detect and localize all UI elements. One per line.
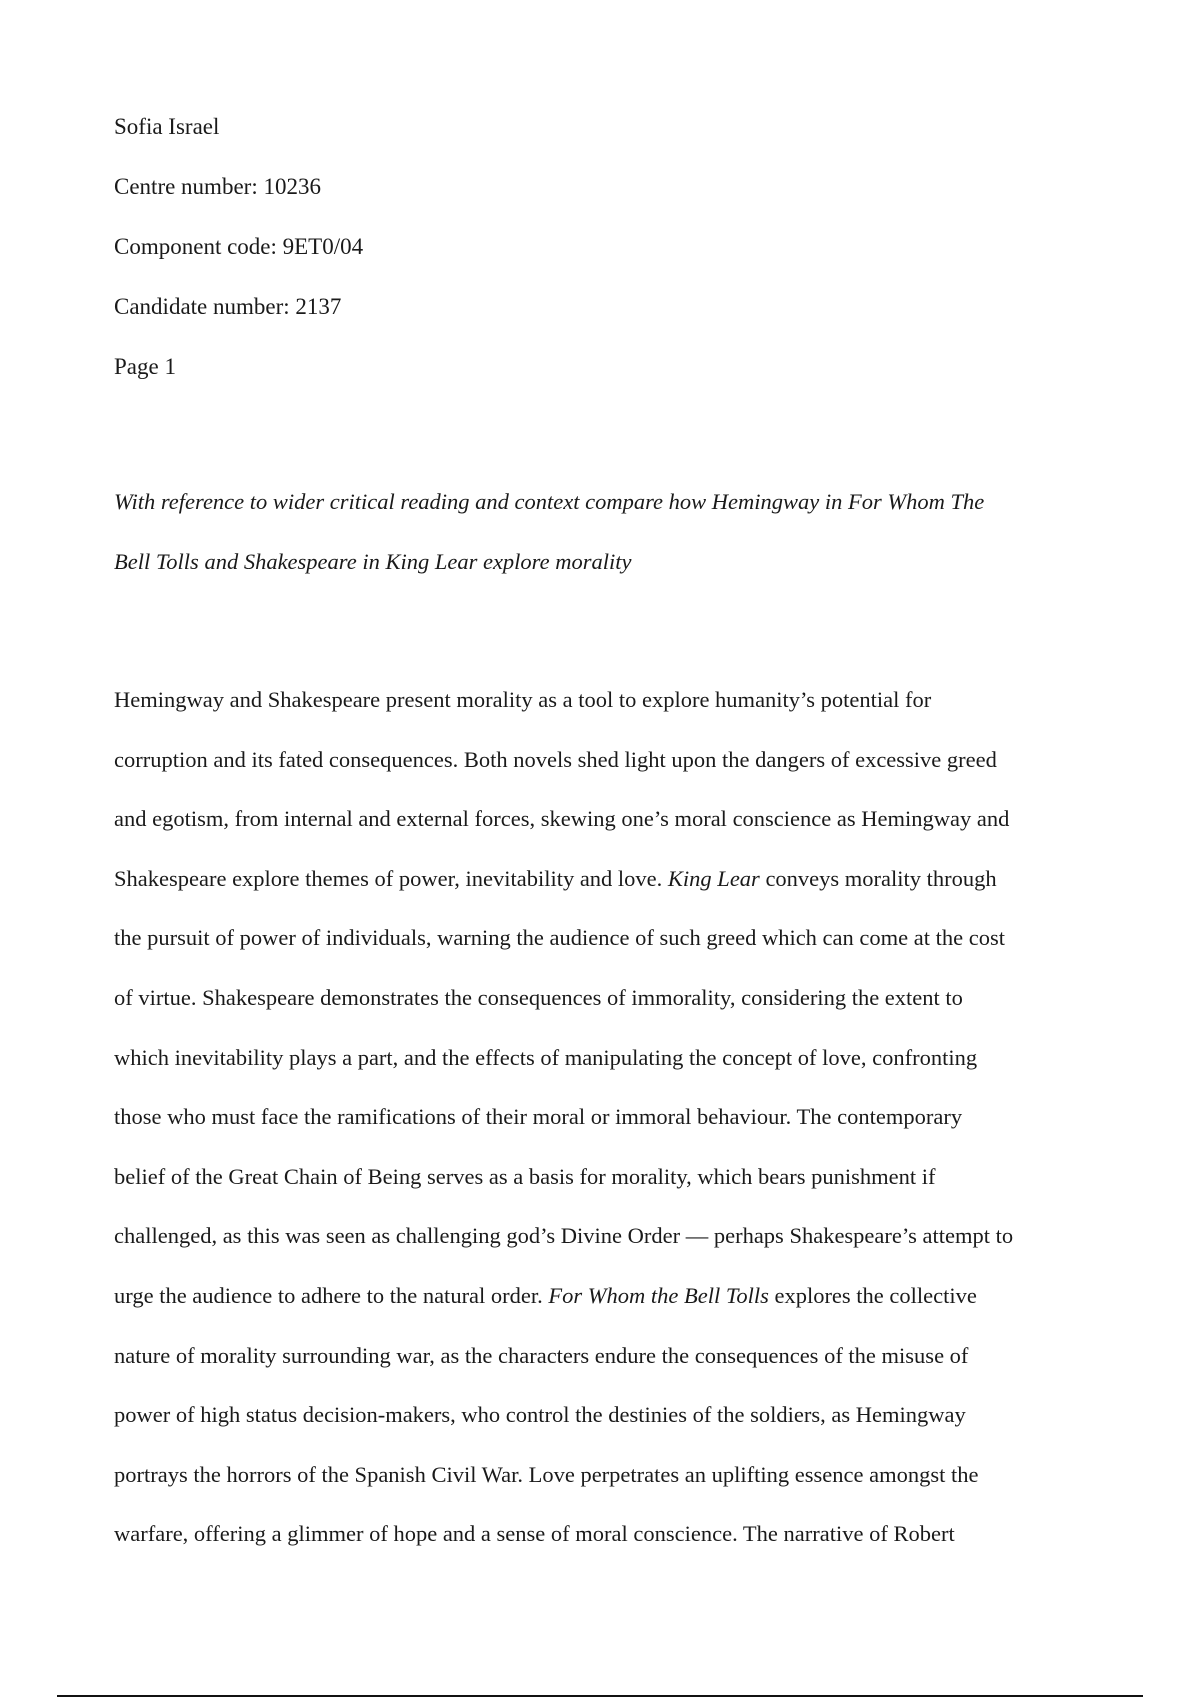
essay-line — [114, 1028, 1104, 1088]
essay-line — [114, 968, 1104, 1028]
student-name: Sofia Israel — [114, 114, 220, 139]
italic-title: For Whom the Bell Tolls — [548, 1282, 769, 1308]
essay-text: warfare, offering a glimmer of hope and a sense of moral conscience. The narrative of Robert — [114, 1521, 955, 1547]
question-line: With reference to wider critical reading and context compare how Hemingway in For Whom The — [114, 489, 985, 514]
essay-text: which inevitability plays a part, and the effects of manipulating the concept of love, confronting — [114, 1044, 978, 1070]
essay-line — [114, 908, 1104, 968]
essay-text: challenged, as this was seen as challenging god’s Divine Order — perhaps Shakespeare’s attempt to — [114, 1223, 1014, 1249]
essay-line — [114, 1206, 1104, 1266]
essay-line — [114, 1445, 1104, 1505]
essay-text: and egotism, from internal and external forces, skewing one’s moral conscience as Hemingway and — [114, 806, 1010, 832]
essay-text: corruption and its fated consequences. Both novels shed light upon the dangers of excessive greed — [114, 746, 997, 772]
essay-text: those who must face the ramifications of their moral or immoral behaviour. The contemporary — [114, 1104, 963, 1130]
essay-text: belief of the Great Chain of Being serves as a basis for morality, which bears punishment if — [114, 1163, 936, 1189]
italic-title: King Lear — [667, 865, 760, 891]
essay-text: conveys morality through — [759, 865, 997, 891]
essay-line — [114, 1326, 1104, 1386]
essay-text: nature of morality surrounding war, as the characters endure the consequences of the misuse of — [114, 1342, 969, 1368]
essay-line — [114, 1147, 1104, 1207]
essay-text: the pursuit of power of individuals, warning the audience of such greed which can come at the cost — [114, 925, 1005, 951]
candidate-number: Candidate number: 2137 — [114, 294, 342, 319]
page-bottom-rule — [57, 1695, 1143, 1697]
essay-line — [114, 730, 1104, 790]
page-number: Page 1 — [114, 354, 176, 379]
essay-text: Shakespeare explore themes of power, inevitability and love. — [114, 865, 668, 891]
essay-line — [114, 1266, 1104, 1326]
essay-line — [114, 670, 1104, 730]
candidate-header — [114, 112, 1114, 412]
essay-line — [114, 1504, 1104, 1564]
essay-line — [114, 1385, 1104, 1445]
essay-text: explores the collective — [768, 1282, 977, 1308]
essay-line — [114, 789, 1104, 849]
centre-number: Centre number: 10236 — [114, 174, 321, 199]
essay-text: Hemingway and Shakespeare present morality as a tool to explore humanity’s potential for — [114, 687, 932, 712]
component-code: Component code: 9ET0/04 — [114, 234, 364, 259]
question-line: Bell Tolls and Shakespeare in King Lear explore morality — [114, 549, 632, 574]
essay-text: portrays the horrors of the Spanish Civil War. Love perpetrates an uplifting essence amongst the — [114, 1461, 979, 1487]
essay-question — [114, 472, 1094, 592]
essay-text: urge the audience to adhere to the natural order. — [114, 1282, 549, 1308]
essay-text: of virtue. Shakespeare demonstrates the consequences of immorality, considering the extent to — [114, 984, 963, 1010]
essay-text: power of high status decision-makers, who control the destinies of the soldiers, as Hemingway — [114, 1402, 966, 1428]
essay-line — [114, 849, 1104, 909]
essay-body — [114, 670, 1104, 1564]
essay-line — [114, 1087, 1104, 1147]
